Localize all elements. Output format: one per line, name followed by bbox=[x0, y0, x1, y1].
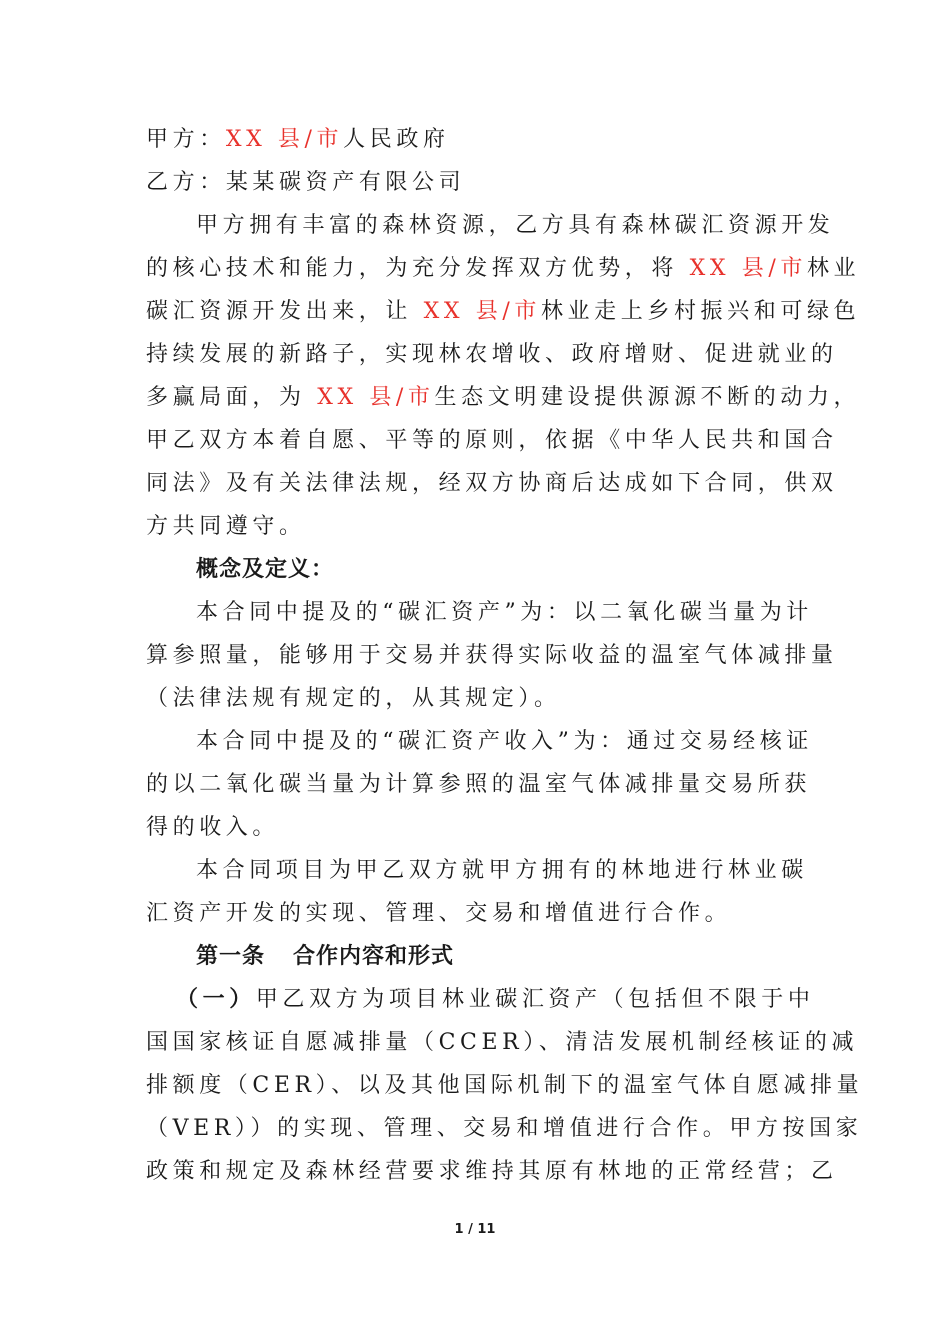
intro-line-8: 方共同遵守。 bbox=[146, 514, 306, 539]
county-placeholder: XX 县/市 bbox=[423, 299, 541, 324]
party-b-name: 某某碳资产有限公司 bbox=[225, 170, 466, 195]
intro-line-1: 甲方拥有丰富的森林资源，乙方具有森林碳汇资源开发 bbox=[196, 213, 835, 238]
intro-text: 林业 bbox=[806, 256, 861, 281]
definition-1-line-1: 本合同中提及的“碳汇资产”为：以二氧化碳当量为计 bbox=[196, 600, 813, 625]
intro-text: 生态文明建设提供源源不断的动力， bbox=[434, 385, 861, 410]
party-a-line bbox=[146, 118, 810, 161]
definition-3-line-2: 汇资产开发的实现、管理、交易和增值进行合作。 bbox=[146, 901, 732, 926]
article-title: 合作内容和形式 bbox=[293, 944, 455, 969]
county-placeholder: XX 县/市 bbox=[689, 256, 807, 281]
intro-line-6: 甲乙双方本着自愿、平等的原则，依据《中华人民共和国合 bbox=[146, 428, 838, 453]
intro-text: 碳汇资源开发出来，让 bbox=[146, 299, 424, 324]
page-number: 1 / 11 bbox=[454, 1222, 496, 1237]
definition-2-line-2: 的以二氧化碳当量为计算参照的温室气体减排量交易所获 bbox=[146, 772, 812, 797]
intro-line-2 bbox=[146, 247, 861, 290]
article-1-line-4: （VER））的实现、管理、交易和增值进行合作。甲方按国家 bbox=[146, 1116, 863, 1141]
definition-3-line-1: 本合同项目为甲乙双方就甲方拥有的林地进行林业碳 bbox=[196, 858, 808, 883]
article-1-heading bbox=[146, 935, 810, 978]
definition-1-line-3: （法律法规有规定的，从其规定）。 bbox=[146, 686, 561, 711]
definition-2-line-3: 得的收入。 bbox=[146, 815, 280, 840]
county-placeholder: XX 县/市 bbox=[317, 385, 435, 410]
party-a-county-placeholder: XX 县/市 bbox=[225, 127, 344, 152]
article-1-item-1-line-1 bbox=[146, 978, 815, 1021]
item-marker: （一） bbox=[176, 987, 256, 1012]
intro-text: 林业走上乡村振兴和可绿色 bbox=[540, 299, 861, 324]
party-a-label: 甲方： bbox=[146, 127, 226, 152]
party-b-label: 乙方： bbox=[146, 170, 226, 195]
article-1-line-2: 国国家核证自愿减排量（CCER）、清洁发展机制经核证的减 bbox=[146, 1030, 859, 1055]
intro-line-7: 同法》及有关法律法规，经双方协商后达成如下合同，供双 bbox=[146, 471, 838, 496]
article-1-line-5: 政策和规定及森林经营要求维持其原有林地的正常经营；乙 bbox=[146, 1159, 838, 1184]
party-a-suffix: 人民政府 bbox=[343, 127, 450, 152]
article-1-line-3: 排额度（CER）、以及其他国际机制下的温室气体自愿减排量 bbox=[146, 1073, 864, 1098]
party-b-line bbox=[146, 161, 810, 204]
contract-page bbox=[146, 118, 864, 1193]
intro-line-3 bbox=[146, 290, 861, 333]
item-text: 甲乙双方为项目林业碳汇资产（包括但不限于中 bbox=[255, 987, 815, 1012]
intro-line-4: 持续发展的新路子，实现林农增收、政府增财、促进就业的 bbox=[146, 342, 838, 367]
intro-text: 多赢局面，为 bbox=[146, 385, 318, 410]
intro-text: 的核心技术和能力，为充分发挥双方优势，将 bbox=[146, 256, 690, 281]
article-number: 第一条 bbox=[196, 944, 266, 969]
definition-2-line-1: 本合同中提及的“碳汇资产收入”为：通过交易经核证 bbox=[196, 729, 813, 754]
intro-line-5 bbox=[146, 376, 861, 419]
definition-1-line-2: 算参照量，能够用于交易并获得实际收益的温室气体减排量 bbox=[146, 643, 838, 668]
definitions-heading: 概念及定义： bbox=[196, 557, 335, 582]
